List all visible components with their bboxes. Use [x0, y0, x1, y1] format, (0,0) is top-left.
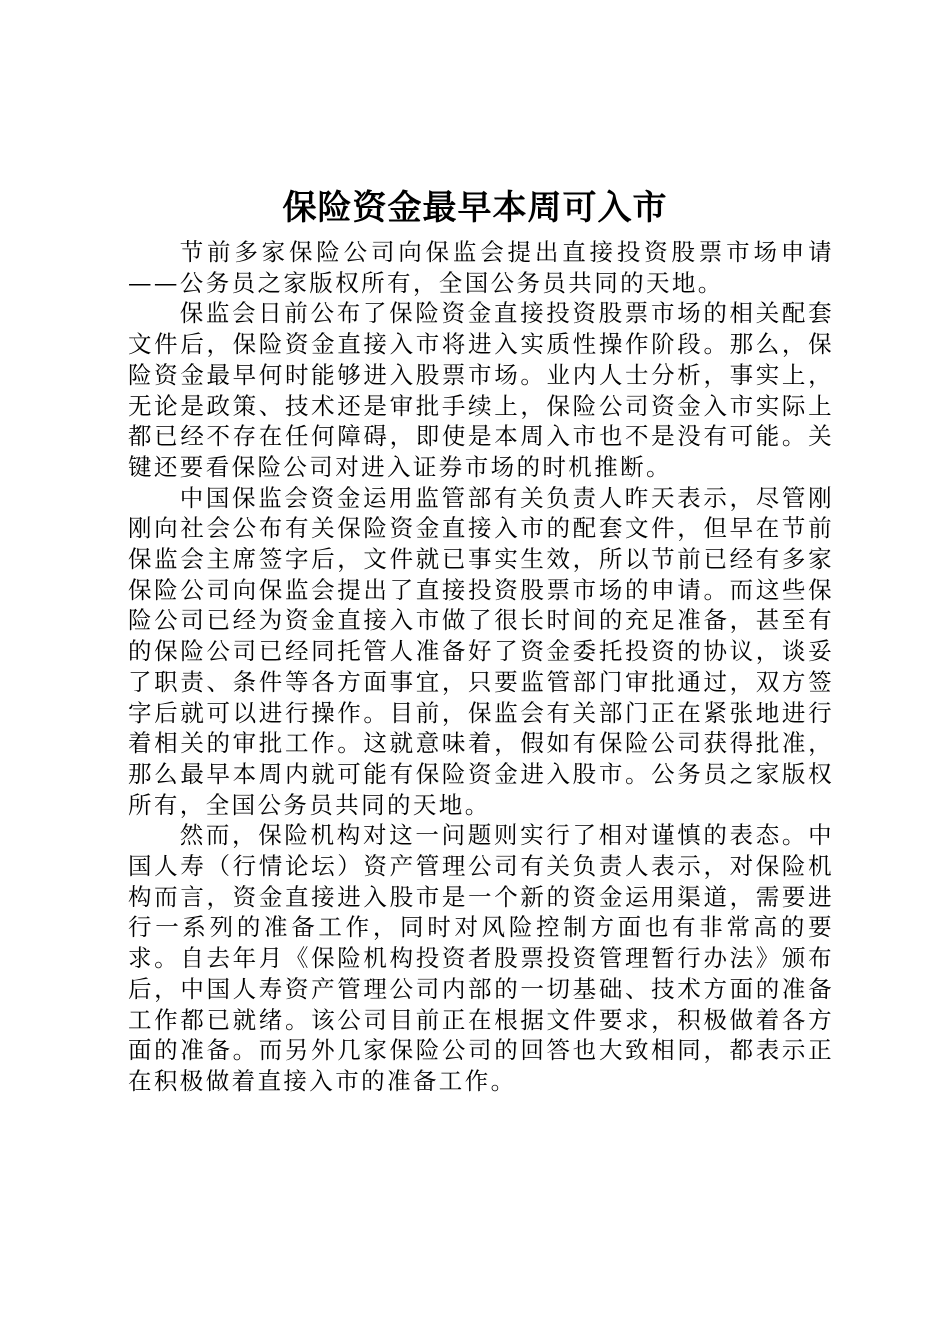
document-title: 保险资金最早本周可入市	[282, 188, 668, 228]
paragraph-3: 中国保监会资金运用监管部有关负责人昨天表示，尽管刚刚向社会公布有关保险资金直接入市的配套文件，但早在节前保监会主席签字后，文件就已事实生效，所以节前已经有多家保险公司向保监会提出了直接投资股票市场的申请。而这些保险公司已经为资金直接入市做了很长时间的充足准备，甚至有的保险公司已经同托管人准备好了资金委托投资的协议，谈妥了职责、条件等各方面事宜，只要监管部门审批通过，双方签字后就可以进行操作。目前，保监会有关部门正在紧张地进行着相关的审批工作。这就意味着，假如有保险公司获得批准，那么最早本周内就可能有保险资金进入股市。公务员之家版权所有，全国公务员共同的天地。	[128, 483, 834, 819]
paragraph-1: 节前多家保险公司向保监会提出直接投资股票市场申请——公务员之家版权所有，全国公务员共同的天地。	[128, 238, 834, 297]
paragraph-2: 保监会日前公布了保险资金直接投资股票市场的相关配套文件后，保险资金直接入市将进入实质性操作阶段。那么，保险资金最早何时能够进入股票市场。业内人士分析，事实上，无论是政策、技术还是审批手续上，保险公司资金入市实际上都已经不存在任何障碍，即使是本周入市也不是没有可能。关键还要看保险公司对进入证券市场的时机推断。	[128, 299, 834, 481]
paragraph-4: 然而，保险机构对这一问题则实行了相对谨慎的表态。中国人寿（行情论坛）资产管理公司有关负责人表示，对保险机构而言，资金直接进入股市是一个新的资金运用渠道，需要进行一系列的准备工作，同时对风险控制方面也有非常高的要求。自去年月《保险机构投资者股票投资管理暂行办法》颁布后，中国人寿资产管理公司内部的一切基础、技术方面的准备工作都已就绪。该公司目前正在根据文件要求，积极做着各方面的准备。而另外几家保险公司的回答也大致相同，都表示正在积极做着直接入市的准备工作。	[128, 821, 834, 1095]
document-body	[128, 237, 834, 1097]
